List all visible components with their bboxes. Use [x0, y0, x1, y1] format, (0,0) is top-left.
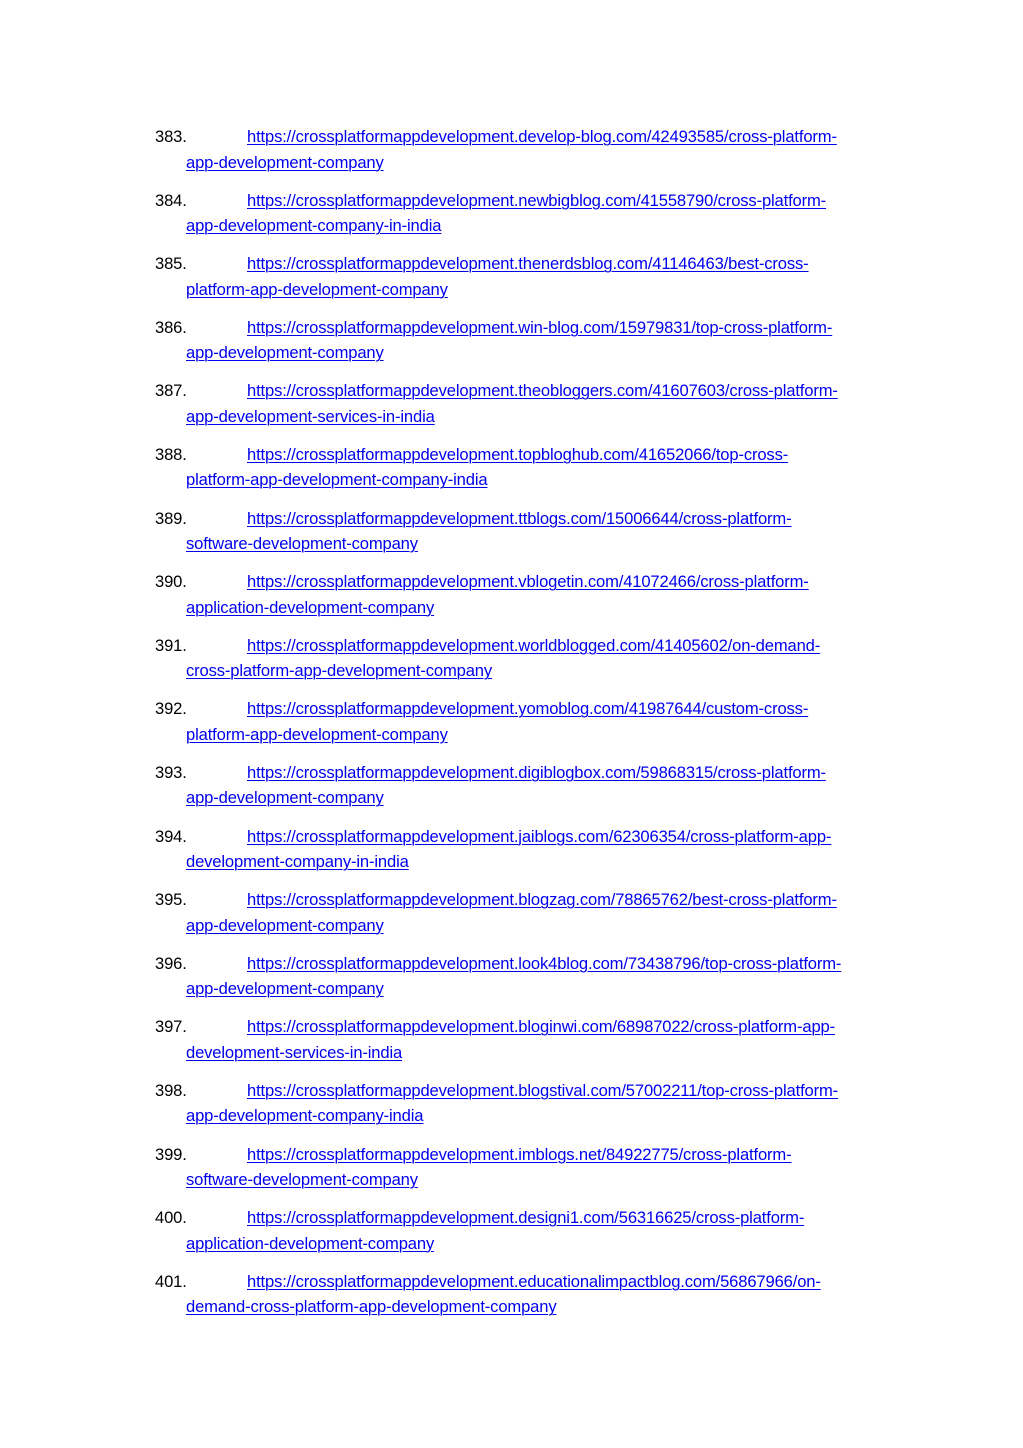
link-line: https://crossplatformappdevelopment.designi1.com/56316625/cross-platform-: [247, 1208, 805, 1228]
item-number: 389.: [155, 508, 187, 528]
item-link[interactable]: [155, 506, 905, 557]
item-number: 385.: [155, 254, 187, 274]
link-line: https://crossplatformappdevelopment.jaiblogs.com/62306354/cross-platform-app-: [247, 826, 832, 846]
list-item: [155, 1078, 905, 1142]
item-number: 400.: [155, 1208, 187, 1228]
link-line: https://crossplatformappdevelopment.bloginwi.com/68987022/cross-platform-app-: [247, 1017, 835, 1037]
list-item: [155, 442, 905, 506]
item-link[interactable]: [155, 633, 905, 684]
link-line: software-development-company: [186, 1170, 418, 1189]
link-line: https://crossplatformappdevelopment.ttblogs.com/15006644/cross-platform-: [247, 508, 792, 528]
link-line: app-development-company: [186, 343, 384, 363]
link-line: application-development-company: [186, 597, 435, 617]
item-number: 396.: [155, 953, 187, 973]
item-number: 399.: [155, 1144, 187, 1164]
item-link[interactable]: [155, 378, 905, 429]
link-line: development-company-in-india: [186, 852, 409, 872]
list-item: [155, 1205, 905, 1269]
link-line: platform-app-development-company: [186, 279, 448, 299]
list-item: [155, 569, 905, 633]
link-line: https://crossplatformappdevelopment.thenerdsblog.com/41146463/best-cross-: [247, 254, 809, 274]
item-link[interactable]: [155, 1078, 905, 1129]
link-line: app-development-company: [186, 915, 384, 935]
link-line: https://crossplatformappdevelopment.win-blog.com/15979831/top-cross-platform-: [247, 317, 833, 337]
link-line: https://crossplatformappdevelopment.educationalimpactblog.com/56867966/on-: [247, 1271, 821, 1291]
link-line: application-development-company: [186, 1233, 435, 1253]
link-line: app-development-company-in-india: [186, 216, 442, 236]
item-number: 401.: [155, 1271, 187, 1291]
link-line: app-development-company: [186, 788, 384, 808]
item-number: 392.: [155, 699, 187, 719]
link-line: platform-app-development-company-india: [186, 470, 488, 490]
item-number: 386.: [155, 317, 187, 337]
item-link[interactable]: [155, 887, 905, 938]
item-number: 393.: [155, 762, 187, 782]
item-number: 384.: [155, 190, 187, 210]
item-number: 391.: [155, 635, 187, 655]
link-line: https://crossplatformappdevelopment.blogstival.com/57002211/top-cross-platform-: [247, 1080, 839, 1100]
item-link[interactable]: [155, 251, 905, 302]
list-item: [155, 188, 905, 252]
list-item: [155, 124, 905, 188]
list-item: [155, 315, 905, 379]
list-item: [155, 760, 905, 824]
item-link[interactable]: [155, 1205, 905, 1256]
link-line: app-development-company-india: [186, 1106, 424, 1126]
link-line: https://crossplatformappdevelopment.develop-blog.com/42493585/cross-platform-: [247, 127, 837, 146]
item-number: 387.: [155, 381, 187, 401]
item-link[interactable]: [155, 760, 905, 811]
list-item: [155, 696, 905, 760]
link-line: app-development-services-in-india: [186, 406, 435, 426]
link-line: https://crossplatformappdevelopment.theobloggers.com/41607603/cross-platform-: [247, 381, 838, 401]
item-link[interactable]: [155, 1269, 905, 1320]
item-link[interactable]: [155, 1014, 905, 1065]
list-item: [155, 633, 905, 697]
item-link[interactable]: [155, 1142, 905, 1193]
item-link[interactable]: [155, 951, 905, 1002]
item-number: 394.: [155, 826, 187, 846]
item-link[interactable]: [155, 442, 905, 493]
item-number: 398.: [155, 1080, 187, 1100]
item-number: 388.: [155, 444, 187, 464]
list-item: [155, 251, 905, 315]
list-item: [155, 824, 905, 888]
list-item: [155, 1142, 905, 1206]
item-number: 395.: [155, 890, 187, 910]
item-number: 383.: [155, 127, 187, 146]
link-line: cross-platform-app-development-company: [186, 661, 493, 681]
item-link[interactable]: [155, 188, 905, 239]
item-link[interactable]: [155, 696, 905, 747]
link-line: https://crossplatformappdevelopment.worldblogged.com/41405602/on-demand-: [247, 635, 821, 655]
link-line: platform-app-development-company: [186, 724, 448, 744]
list-item: [155, 1269, 905, 1333]
item-number: 397.: [155, 1017, 187, 1037]
link-line: development-services-in-india: [186, 1042, 403, 1062]
link-line: https://crossplatformappdevelopment.topbloghub.com/41652066/top-cross-: [247, 444, 789, 464]
link-line: software-development-company: [186, 534, 418, 554]
item-link[interactable]: [155, 124, 905, 175]
item-number: 390.: [155, 572, 187, 592]
link-line: https://crossplatformappdevelopment.yomoblog.com/41987644/custom-cross-: [247, 699, 809, 719]
link-line: demand-cross-platform-app-development-company: [186, 1297, 557, 1317]
link-line: https://crossplatformappdevelopment.blogzag.com/78865762/best-cross-platform-: [247, 890, 837, 910]
item-link[interactable]: [155, 569, 905, 620]
link-line: https://crossplatformappdevelopment.newbigblog.com/41558790/cross-platform-: [247, 190, 827, 210]
list-item: [155, 887, 905, 951]
list-item: [155, 951, 905, 1015]
link-list: [155, 124, 905, 1332]
list-item: [155, 1014, 905, 1078]
link-line: https://crossplatformappdevelopment.vblogetin.com/41072466/cross-platform-: [247, 572, 809, 592]
list-item: [155, 378, 905, 442]
link-line: https://crossplatformappdevelopment.look4blog.com/73438796/top-cross-platform-: [247, 953, 842, 973]
link-line: app-development-company: [186, 979, 384, 999]
list-item: [155, 506, 905, 570]
link-line: app-development-company: [186, 152, 384, 172]
link-line: https://crossplatformappdevelopment.imblogs.net/84922775/cross-platform-: [247, 1144, 792, 1164]
item-link[interactable]: [155, 824, 905, 875]
item-link[interactable]: [155, 315, 905, 366]
link-line: https://crossplatformappdevelopment.digiblogbox.com/59868315/cross-platform-: [247, 762, 826, 782]
